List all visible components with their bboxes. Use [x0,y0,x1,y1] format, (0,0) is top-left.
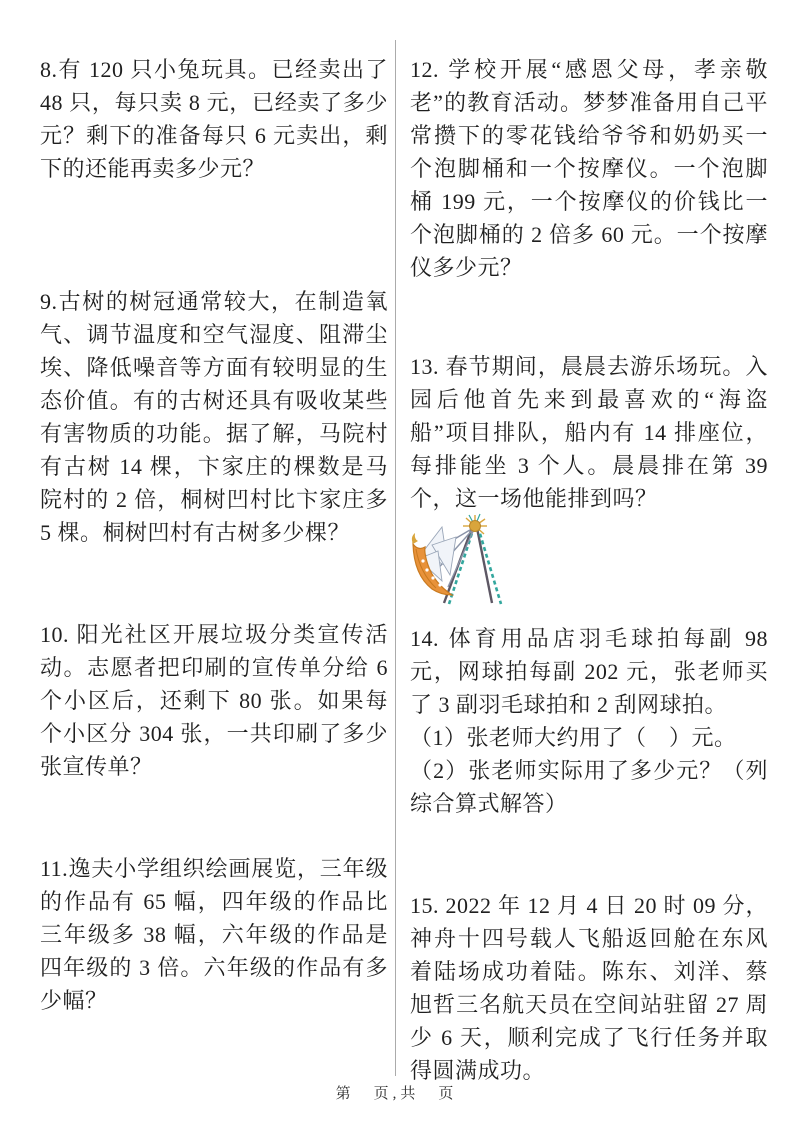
column-divider [395,40,396,1076]
problem-13-text: 13. 春节期间，晨晨去游乐场玩。入园后他首先来到最喜欢的“海盗船”项目排队，船内有 14 排座位，每排能坐 3 个人。晨晨排在第 39 个，这一场他能排到吗？ [410,354,768,511]
problem-11 [40,852,388,1017]
problem-8 [40,53,388,185]
problem-13 [410,350,768,515]
right-column [410,0,768,1122]
problem-15-text: 15. 2022 年 12 月 4 日 20 时 09 分，神舟十四号载人飞船返回舱在东风着陆场成功着陆。陈东、刘洋、蔡旭哲三名航天员在空间站驻留 27 周少 6 天，顺利完成了飞行任务并取得圆满成功。 [410,893,768,1083]
problem-9 [40,285,388,549]
left-column [40,0,388,1122]
pirate-ship-illustration [408,511,510,609]
problem-11-text: 11.逸夫小学组织绘画展览，三年级的作品有 65 幅，四年级的作品比三年级多 38 幅，六年级的作品是四年级的 3 倍。六年级的作品有多少幅？ [40,856,388,1013]
problem-15 [410,889,768,1087]
page-footer [0,1082,793,1103]
problem-14 [410,622,768,820]
footer-page-label: 第 页,共 页 [335,1086,458,1102]
problem-10-text: 10. 阳光社区开展垃圾分类宣传活动。志愿者把印刷的宣传单分给 6 个小区后，还剩下 80 张。如果每个小区分 304 张，一共印刷了多少张宣传单？ [40,622,388,779]
problem-8-text: 8.有 120 只小兔玩具。已经卖出了 48 只，每只卖 8 元，已经卖了多少元？剩下的准备每只 6 元卖出，剩下的还能再卖多少元？ [40,57,388,181]
problem-14-sub2: （2）张老师实际用了多少元？（列综合算式解答） [410,758,768,816]
problem-9-text: 9.古树的树冠通常较大，在制造氧气、调节温度和空气湿度、阻滞尘埃、降低噪音等方面有较明显的生态价值。有的古树还具有吸收某些有害物质的功能。据了解，马院村有古树 14 棵，卞家庄的棵数是马院村的 2 倍，桐树凹村比卞家庄多 5 棵。桐树凹村有古树多少棵？ [40,289,388,545]
problem-10 [40,618,388,783]
problem-12 [410,53,768,284]
problem-14-sub1: （1）张老师大约用了（ ）元。 [410,725,737,750]
problem-14-text: 14. 体育用品店羽毛球拍每副 98 元，网球拍每副 202 元，张老师买了 3 副羽毛球拍和 2 刮网球拍。 [410,626,768,717]
problem-12-text: 12. 学校开展“感恩父母，孝亲敬老”的教育活动。梦梦准备用自己平常攒下的零花钱给爷爷和奶奶买一个泡脚桶和一个按摩仪。一个泡脚桶 199 元，一个按摩仪的价钱比一个泡脚桶的 2 倍多 60 元。一个按摩仪多少元？ [410,57,768,280]
